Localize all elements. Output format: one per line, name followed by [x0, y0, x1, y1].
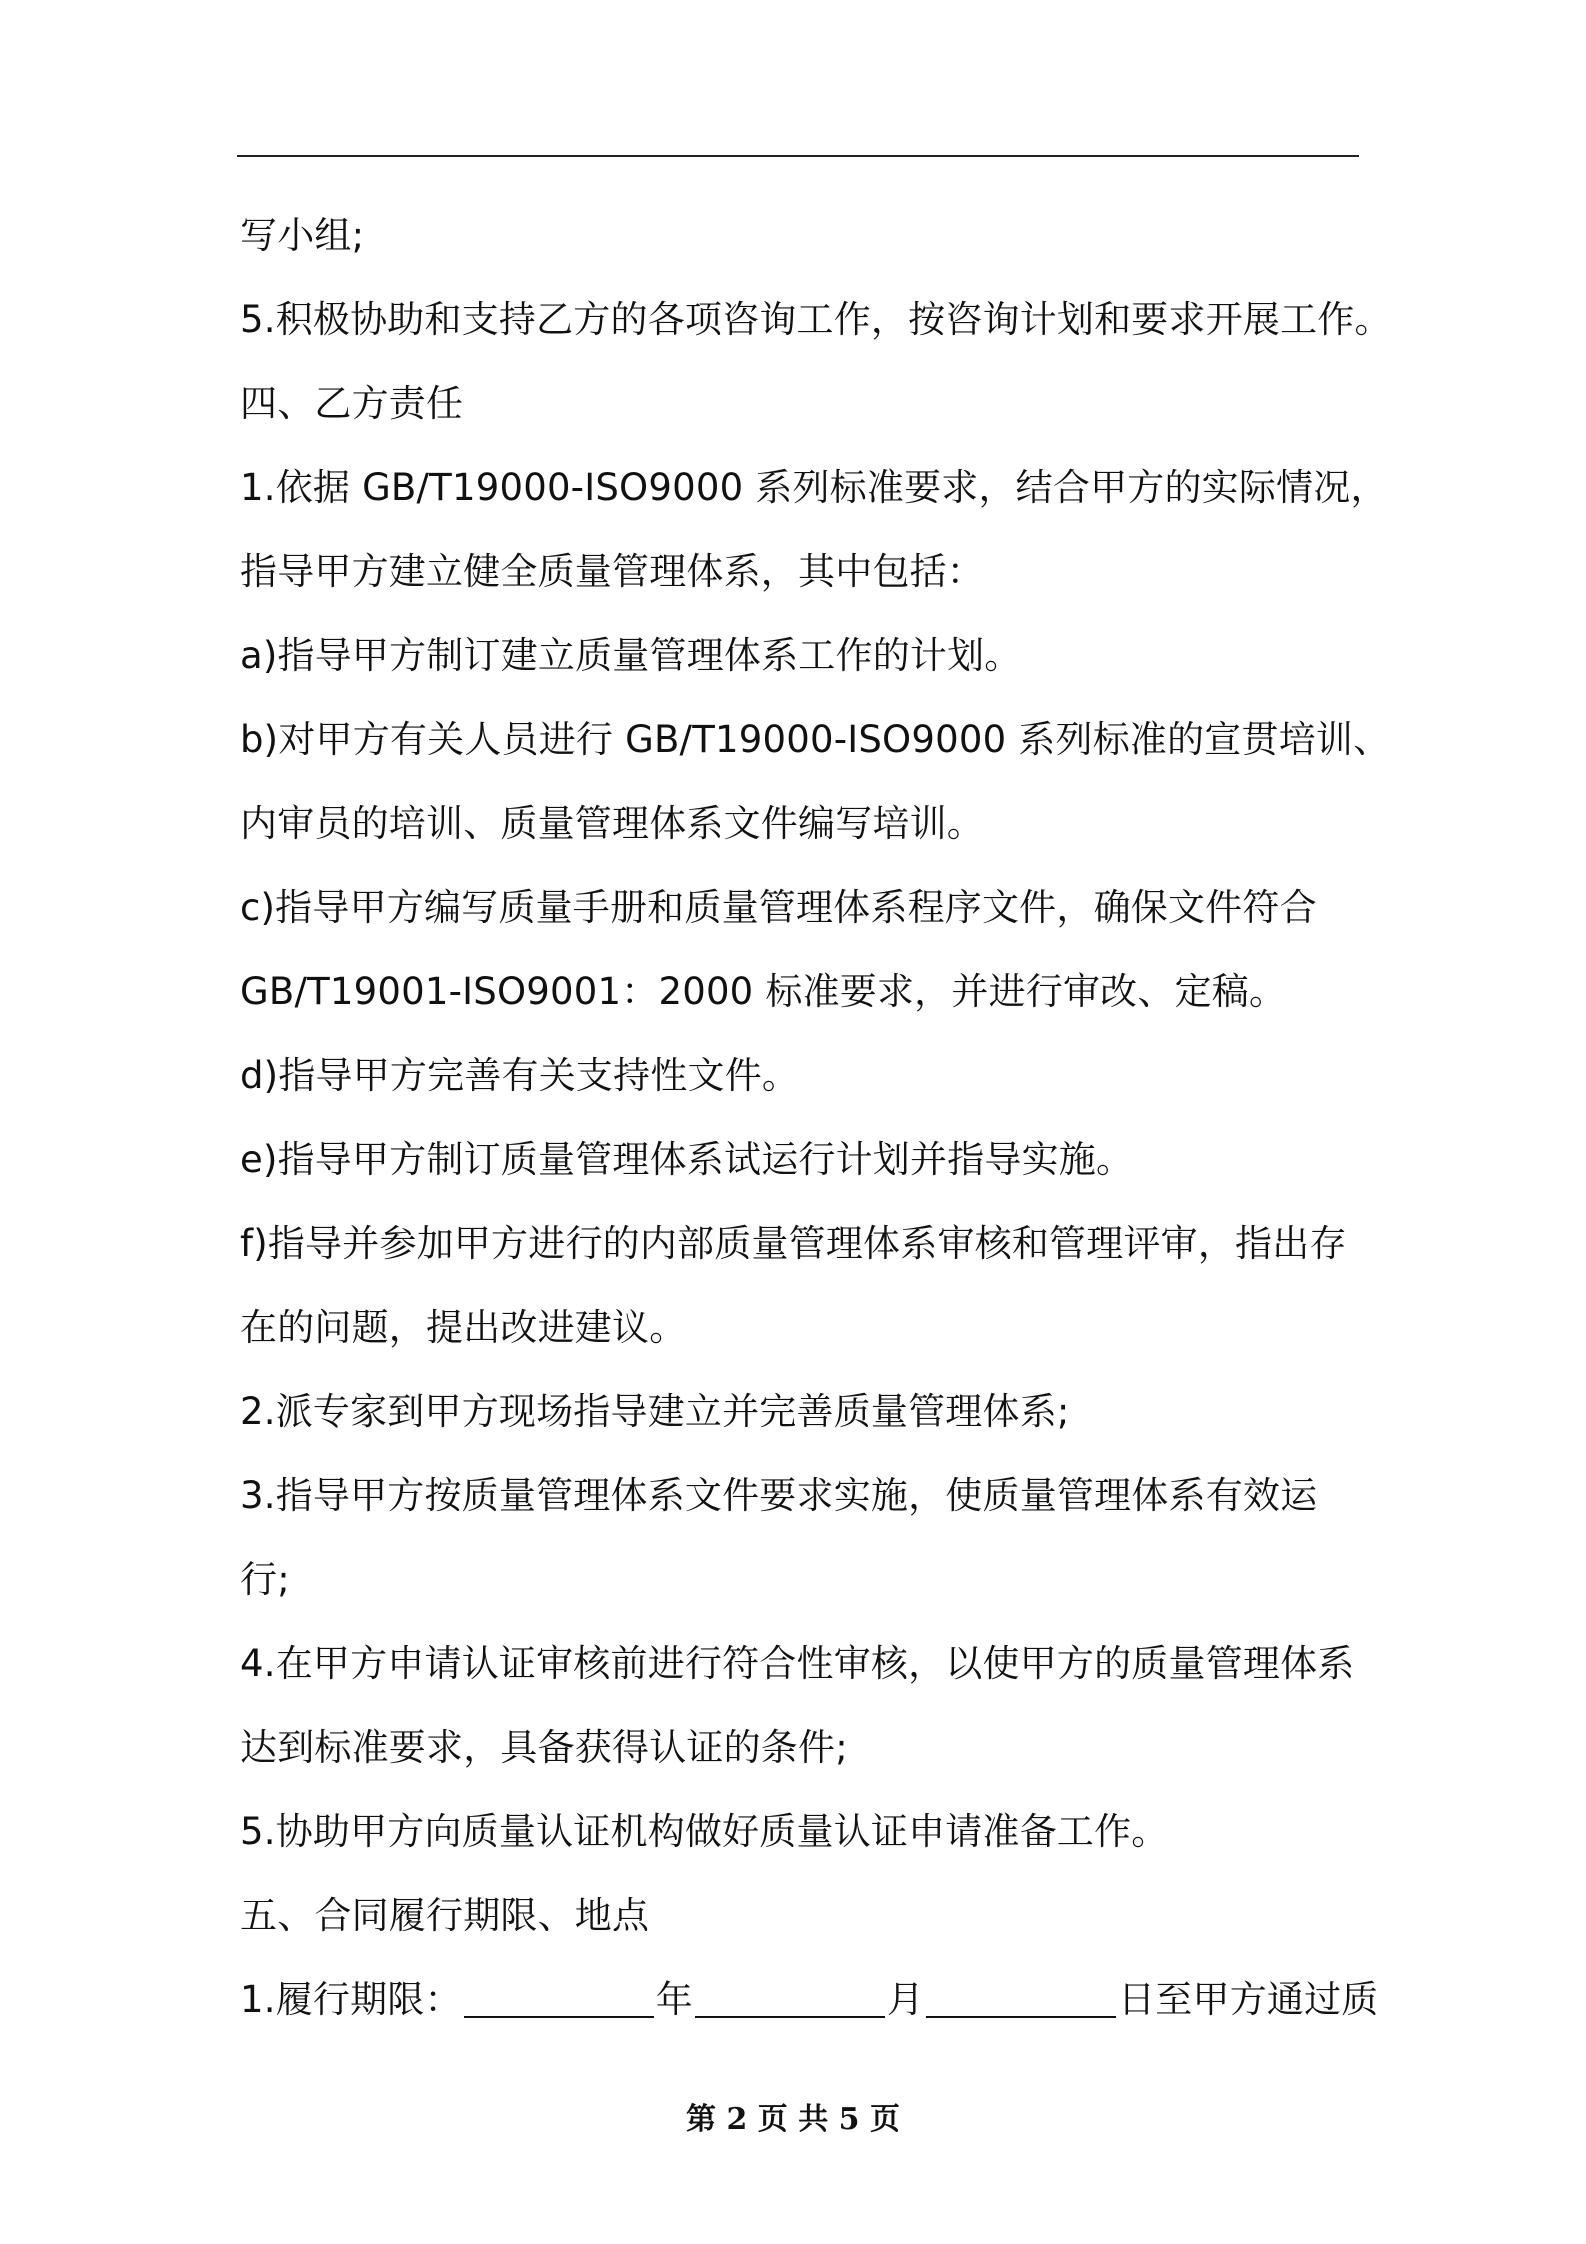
text-line: 在的问题，提出改进建议。 — [240, 1306, 687, 1349]
text-line: c)指导甲方编写质量手册和质量管理体系程序文件，确保文件符合 — [240, 886, 1317, 929]
text-line: 1.依据 GB/T19000-ISO9000 系列标准要求，结合甲方的实际情况， — [240, 466, 1388, 509]
text-line: 指导甲方建立健全质量管理体系，其中包括： — [240, 550, 984, 593]
text-line: 达到标准要求，具备获得认证的条件; — [240, 1726, 848, 1769]
term-line — [240, 1958, 1420, 2042]
day-blank — [926, 1976, 1116, 2018]
header-rule — [237, 155, 1359, 157]
text-line: 行; — [240, 1558, 290, 1601]
text-line: 写小组; — [240, 214, 365, 257]
text-line: 5.协助甲方向质量认证机构做好质量认证申请准备工作。 — [240, 1810, 1169, 1853]
text-line: e)指导甲方制订质量管理体系试运行计划并指导实施。 — [240, 1138, 1134, 1181]
month-blank — [695, 1976, 885, 2018]
text-line: b)对甲方有关人员进行 GB/T19000-ISO9000 系列标准的宣贯培训、 — [240, 718, 1391, 761]
term-prefix: 1.履行期限： — [240, 1978, 462, 2021]
text-line: a)指导甲方制订建立质量管理体系工作的计划。 — [240, 634, 1022, 677]
section-heading: 五、合同履行期限、地点 — [240, 1894, 650, 1937]
section-heading: 四、乙方责任 — [240, 382, 464, 425]
text-line: 5.积极协助和支持乙方的各项咨询工作，按咨询计划和要求开展工作。 — [240, 298, 1392, 341]
text-line: 4.在甲方申请认证审核前进行符合性审核，以使甲方的质量管理体系 — [240, 1642, 1355, 1685]
text-line: GB/T19001-ISO9001：2000 标准要求，并进行审改、定稿。 — [240, 970, 1287, 1013]
year-label: 年 — [655, 1978, 693, 2021]
year-blank — [464, 1976, 654, 2018]
page-footer: 第 2 页 共 5 页 — [686, 2102, 900, 2137]
text-line: d)指导甲方完善有关支持性文件。 — [240, 1054, 800, 1097]
text-line: 内审员的培训、质量管理体系文件编写培训。 — [240, 802, 984, 845]
text-line: 3.指导甲方按质量管理体系文件要求实施，使质量管理体系有效运 — [240, 1474, 1318, 1517]
document-body — [240, 194, 1420, 2042]
month-label: 月 — [886, 1978, 925, 2021]
term-suffix: 日至甲方通过质 — [1118, 1978, 1379, 2021]
text-line: f)指导并参加甲方进行的内部质量管理体系审核和管理评审，指出存 — [240, 1222, 1347, 1265]
text-line: 2.派专家到甲方现场指导建立并完善质量管理体系; — [240, 1390, 1070, 1433]
